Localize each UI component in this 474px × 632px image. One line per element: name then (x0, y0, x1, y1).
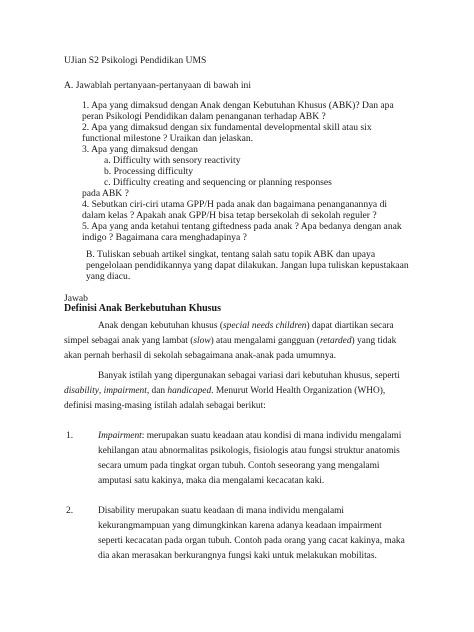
question-1-line-1: 1. Apa yang dimaksud dengan Anak dengan Kebutuhan Khusus (ABK)? Dan apa (82, 100, 394, 111)
question-3-tail: pada ABK ? (82, 188, 129, 199)
list-item-2-line-3: seperti kecacatan pada organ tubuh. Contoh pada orang yang cacat kakinya, maka (98, 536, 405, 546)
section-b-line-2: pengelolaan pendidikannya yang dapat dilakukan. Jangan lupa tuliskan kepustakaan (86, 260, 409, 271)
question-2-line-2: functional milestone ? Uraikan dan jelaskan. (82, 133, 254, 144)
answer-heading: Definisi Anak Berkebutuhan Khusus (64, 303, 222, 314)
paragraph-2-line-3: definisi masing-masing istilah adalah sebagai berikut: (64, 401, 266, 411)
list-item-2-number: 2. (66, 506, 74, 516)
section-a-heading: A. Jawablah pertanyaan-pertanyaan di bawah ini (64, 80, 251, 91)
list-item-2-line-2: kekurangmampuan yang dimungkinkan karena adanya keadaan impairment (98, 521, 382, 531)
list-item-1-line-3: secara umum pada tingkat organ tubuh. Contoh seseorang yang mengalami (98, 461, 380, 471)
document-title: UJian S2 Psikologi Pendidikan UMS (64, 55, 207, 66)
question-5-line-1: 5. Apa yang anda ketahui tentang giftedness pada anak ? Apa bedanya dengan anak (82, 221, 402, 232)
question-4-line-2: dalam kelas ? Apakah anak GPP/H bisa tetap bersekolah di sekolah reguler ? (82, 210, 377, 221)
question-1-line-2: peran Psikologi Pendidikan dalam penanganan terhadap ABK ? (82, 111, 326, 122)
question-3-option-c: c. Difficulty creating and sequencing or planning responses (104, 177, 332, 188)
question-3-line-1: 3. Apa yang dimaksud dengan (82, 144, 198, 155)
list-item-1-line-2: kehilangan atau abnormalitas psikologis, fisiologis atau fungsi struktur anatomis (98, 446, 400, 456)
paragraph-2-line-2: disability, impairment, dan handicaped. Menurut World Health Organization (WHO), (64, 386, 386, 396)
section-b-line-3: yang diacu. (86, 271, 131, 282)
list-item-1-line-1: Impairment: merupakan suatu keadaan atau kondisi di mana individu mengalami (98, 431, 402, 441)
question-2-line-1: 2. Apa yang dimaksud dengan six fundamental developmental skill atau six (82, 122, 372, 133)
paragraph-1-line-1: Anak dengan kebutuhan khusus (special needs children) dapat diartikan secara (98, 321, 394, 331)
question-3-option-b: b. Processing difficulty (104, 166, 194, 177)
answer-label: Jawab (64, 293, 88, 304)
list-item-1-line-4: amputasi satu kakinya, maka dia mengalami kecacatan kaki. (98, 476, 325, 486)
question-3-option-a: a. Difficulty with sensory reactivity (104, 155, 241, 166)
list-item-2-line-4: dia akan merasakan berkurangnya fungsi kaki untuk melakukan mobilitas. (98, 551, 377, 561)
section-b-line-1: B. Tuliskan sebuah artikel singkat, tentang salah satu topik ABK dan upaya (86, 249, 376, 260)
list-item-1-number: 1. (66, 431, 74, 441)
question-4-line-1: 4. Sebutkan ciri-ciri utama GPP/H pada anak dan bagaimana penanganannya di (82, 199, 388, 210)
paragraph-1-line-2: simpel sebagai anak yang lambat (slow) atau mengalami gangguan (retarded) yang tidak (64, 336, 397, 346)
list-item-2-line-1: Disability merupakan suatu keadaan di mana individu mengalami (98, 506, 345, 516)
question-5-line-2: indigo ? Bagaimana cara menghadapinya ? (82, 232, 247, 243)
paragraph-2-line-1: Banyak istilah yang dipergunakan sebagai variasi dari kebutuhan khusus, seperti (98, 371, 400, 381)
paragraph-1-line-3: akan pernah berhasil di sekolah sebagaimana anak-anak pada umumnya. (64, 351, 337, 361)
